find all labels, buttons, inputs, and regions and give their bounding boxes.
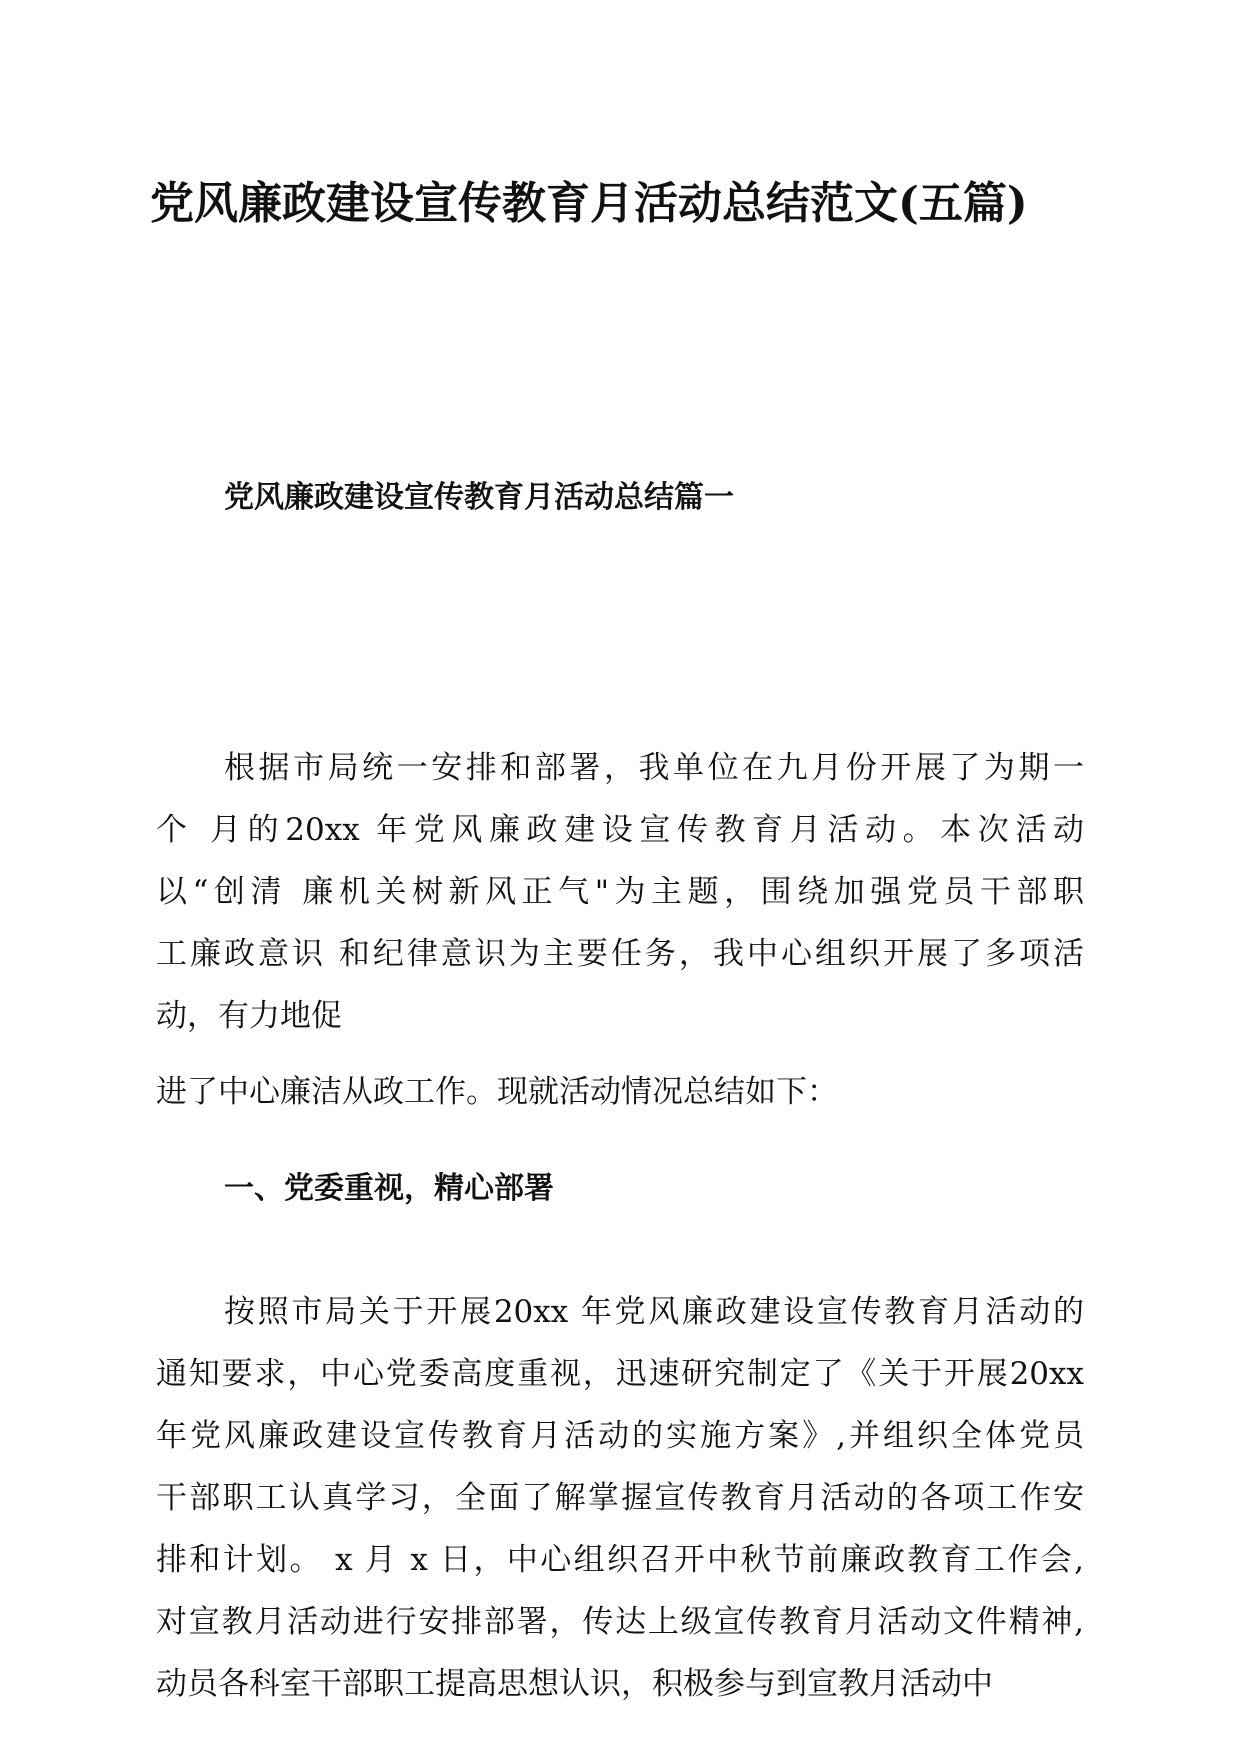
- section-title: 党风廉政建设宣传教育月活动总结篇一: [224, 480, 734, 515]
- paragraph-line: 以“创清 廉机关树新风正气"为主题，围绕加强党员干部职: [156, 874, 1084, 910]
- section-heading: 一、党委重视，精心部署: [224, 1171, 554, 1206]
- paragraph-line: 动，有力地促: [156, 998, 342, 1034]
- paragraph-line: 干部职工认真学习，全面了解掌握宣传教育月活动的各项工作安: [156, 1480, 1084, 1516]
- paragraph-line: 个 月的20xx 年党风廉政建设宣传教育月活动。本次活动: [156, 812, 1084, 848]
- paragraph-line: 排和计划。 x 月 x 日，中心组织召开中秋节前廉政教育工作会,: [156, 1542, 1084, 1578]
- document-title: 党风廉政建设宣传教育月活动总结范文(五篇): [150, 178, 1028, 229]
- paragraph-line: 年党风廉政建设宣传教育月活动的实施方案》,并组织全体党员: [156, 1418, 1084, 1454]
- paragraph-line: 进了中心廉洁从政工作。现就活动情况总结如下：: [156, 1074, 838, 1110]
- paragraph-line: 根据市局统一安排和部署，我单位在九月份开展了为期一: [224, 750, 1084, 786]
- paragraph-line: 动员各科室干部职工提高思想认识，积极参与到宣教月活动中: [156, 1666, 993, 1702]
- paragraph-line: 工廉政意识 和纪律意识为主要任务，我中心组织开展了多项活: [156, 936, 1084, 972]
- paragraph-line: 通知要求，中心党委高度重视，迅速研究制定了《关于开展20xx: [156, 1356, 1084, 1392]
- paragraph-line: 按照市局关于开展20xx 年党风廉政建设宣传教育月活动的: [224, 1294, 1084, 1330]
- paragraph-line: 对宣教月活动进行安排部署，传达上级宣传教育月活动文件精神,: [156, 1604, 1084, 1640]
